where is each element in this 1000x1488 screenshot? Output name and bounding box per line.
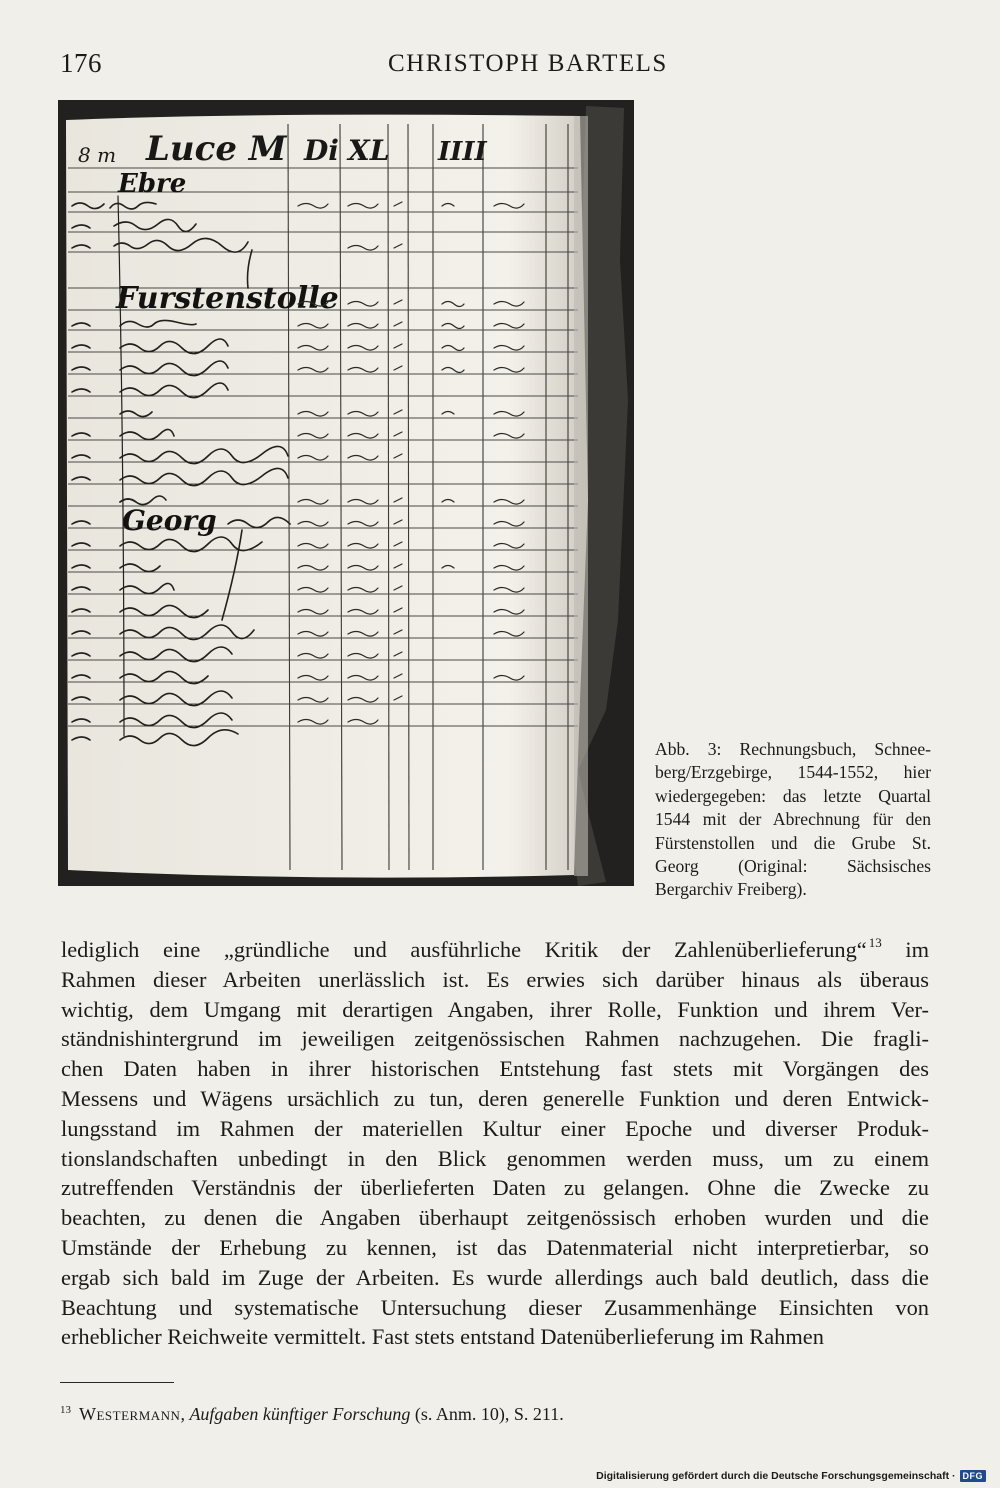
caption-line: Fürstenstollen und die Grube St. <box>655 832 931 853</box>
ledger-photograph <box>58 100 634 886</box>
body-line: zutreffenden Verständnis der überlieferten Daten zu gelangen. Ohne die Zwecke zu <box>61 1175 929 1201</box>
footnote-number: 13 <box>60 1404 71 1416</box>
body-line: wichtig, dem Umgang mit derartigen Angaben, ihrer Rolle, Funktion und ihrem Ver- <box>61 996 929 1022</box>
footnote-divider <box>60 1382 174 1383</box>
svg-text:XL: XL <box>348 134 390 167</box>
body-line: beachten, zu denen die Angaben überhaupt zeitgenössisch erhoben wurden und die <box>61 1205 929 1231</box>
svg-text:Ebre: Ebre <box>118 169 187 199</box>
funding-text: Digitalisierung gefördert durch die Deutsche Forschungsgemeinschaft · <box>596 1470 956 1482</box>
body-line-end: im <box>905 937 929 962</box>
svg-text:Furstenstolle: Furstenstolle <box>116 281 339 316</box>
body-line: Umstände der Erhebung zu kennen, ist das Datenmaterial nicht interpretierbar, so <box>61 1234 929 1260</box>
caption-line: Abb. 3: Rechnungsbuch, Schnee- <box>655 739 931 759</box>
svg-text:Luce M: Luce M <box>146 129 287 169</box>
page-number: 176 <box>60 48 102 78</box>
body-line: ergab sich bald im Zuge der Arbeiten. Es wurde allerdings auch bald deutlich, dass die <box>61 1264 929 1290</box>
caption-line: Georg (Original: Sächsisches <box>655 856 931 877</box>
body-line: tionslandschaften unbedingt in den Blick genommen werden muss, um zu einem <box>61 1145 929 1171</box>
body-line: Messens und Wägens ursächlich zu tun, deren generelle Funktion und deren Entwick- <box>61 1085 929 1111</box>
svg-text:IIII: IIII <box>438 137 487 167</box>
figure-caption <box>655 738 931 902</box>
body-paragraph <box>61 928 929 1352</box>
footnote-citation: (s. Anm. 10), S. 211. <box>410 1404 564 1424</box>
footnote-reference[interactable]: 13 <box>868 935 882 950</box>
dfg-logo-icon[interactable]: DFG <box>960 1470 987 1482</box>
caption-line: Bergarchiv Freiberg). <box>655 879 807 900</box>
body-line: chen Daten haben in ihrer historischen Entstehung fast stets mit Vorgängen des <box>61 1056 929 1082</box>
svg-text:Georg: Georg <box>122 504 217 537</box>
body-line <box>61 928 929 965</box>
body-line-start: lediglich eine „gründliche und ausführliche Kritik der Zahlenüberlieferung“ <box>61 937 867 962</box>
footnote-author: Westermann <box>79 1404 181 1424</box>
caption-line: 1544 mit der Abrechnung für den <box>655 809 931 830</box>
caption-line: wiedergegeben: das letzte Quartal <box>655 785 931 806</box>
svg-text:Di: Di <box>304 134 339 167</box>
running-head: CHRISTOPH BARTELS <box>388 50 668 77</box>
footnote-title: Aufgaben künftiger Forschung <box>189 1404 411 1424</box>
footnote: $^{13}$ Westermann, Aufgaben künftiger Forschung (s. Anm. 10), S. 211. <box>60 1404 564 1424</box>
body-line: ständnishintergrund im jeweiligen zeitgenössischen Rahmen nachzugehen. Die fragli- <box>61 1026 929 1052</box>
svg-text:8 m: 8 m <box>78 143 117 167</box>
ledger-illustration <box>58 100 634 886</box>
body-line: Rahmen dieser Arbeiten unerlässlich ist. Es erwies sich darüber hinaus als überaus <box>61 966 929 992</box>
caption-line: berg/Erzgebirge, 1544-1552, hier <box>655 762 931 783</box>
body-line: lungsstand im Rahmen der materiellen Kultur einer Epoche und diverser Produk- <box>61 1115 929 1141</box>
body-line: erheblicher Reichweite vermittelt. Fast stets entstand Datenüberlieferung im Rahmen <box>61 1324 824 1350</box>
body-line: Beachtung und systematische Untersuchung dieser Zusammenhänge Einsichten von <box>61 1294 929 1320</box>
funding-notice <box>596 1470 986 1482</box>
